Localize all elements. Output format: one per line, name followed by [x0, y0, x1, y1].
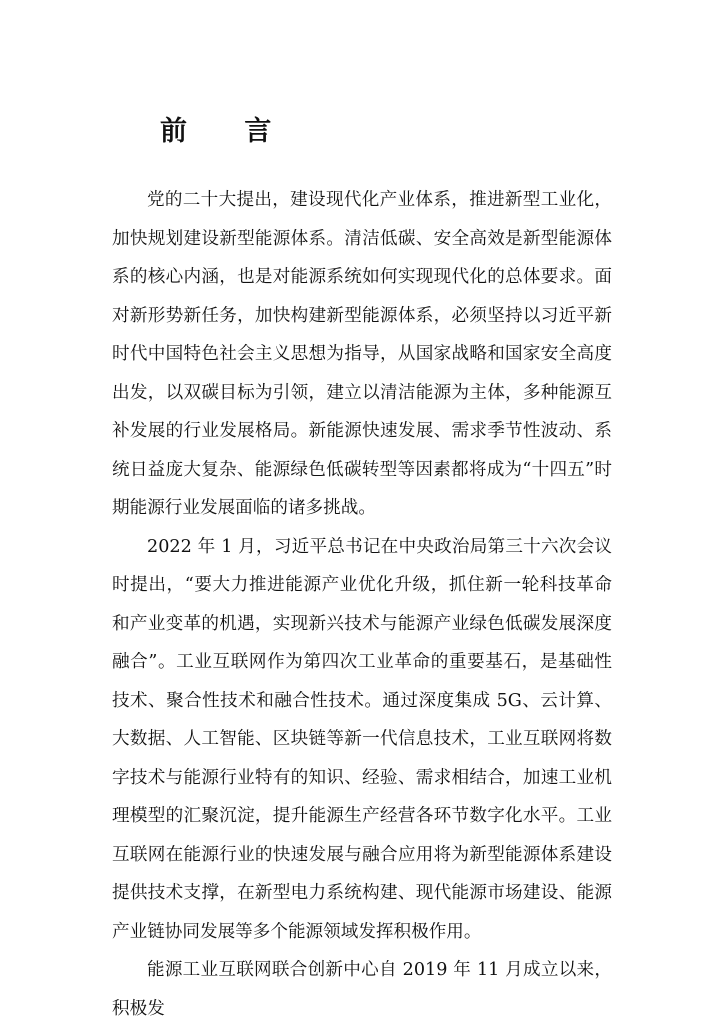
paragraph-2: 2022 年 1 月，习近平总书记在中央政治局第三十六次会议时提出，“要大力推进能源产业优化升级，抓住新一轮科技革命和产业变革的机遇，实现新兴技术与能源产业绿色低碳发展深度融合”。工业互联网作为第四次工业革命的重要基石，是基础性技术、聚合性技术和融合性技术。通过深度集成 5G、云计算、大数据、人工智能、区块链等新一代信息技术，工业互联网将数字技术与能源行业特有的知识、经验、需求相结合，加速工业机理模型的汇聚沉淀，提升能源生产经营各环节数字化水平。工业互联网在能源行业的快速发展与融合应用将为新型能源体系建设提供技术支撑，在新型电力系统构建、现代能源市场建设、能源产业链协同发展等多个能源领域发挥积极作用。 [112, 536, 612, 942]
body-text [112, 181, 612, 1028]
paragraph-3: 能源工业互联网联合创新中心自 2019 年 11 月成立以来，积极发 [112, 960, 612, 1019]
paragraph-1: 党的二十大提出，建设现代化产业体系，推进新型工业化，加快规划建设新型能源体系。清洁低碳、安全高效是新型能源体系的核心内涵，也是对能源系统如何实现现代化的总体要求。面对新形势新任务，加快构建新型能源体系，必须坚持以习近平新时代中国特色社会主义思想为指导，从国家战略和国家安全高度出发，以双碳目标为引领，建立以清洁能源为主体，多种能源互补发展的行业发展格局。新能源快速发展、需求季节性波动、系统日益庞大复杂、能源绿色低碳转型等因素都将成为“十四五”时期能源行业发展面临的诸多挑战。 [112, 190, 612, 518]
page-title: 前 言 [160, 116, 296, 147]
